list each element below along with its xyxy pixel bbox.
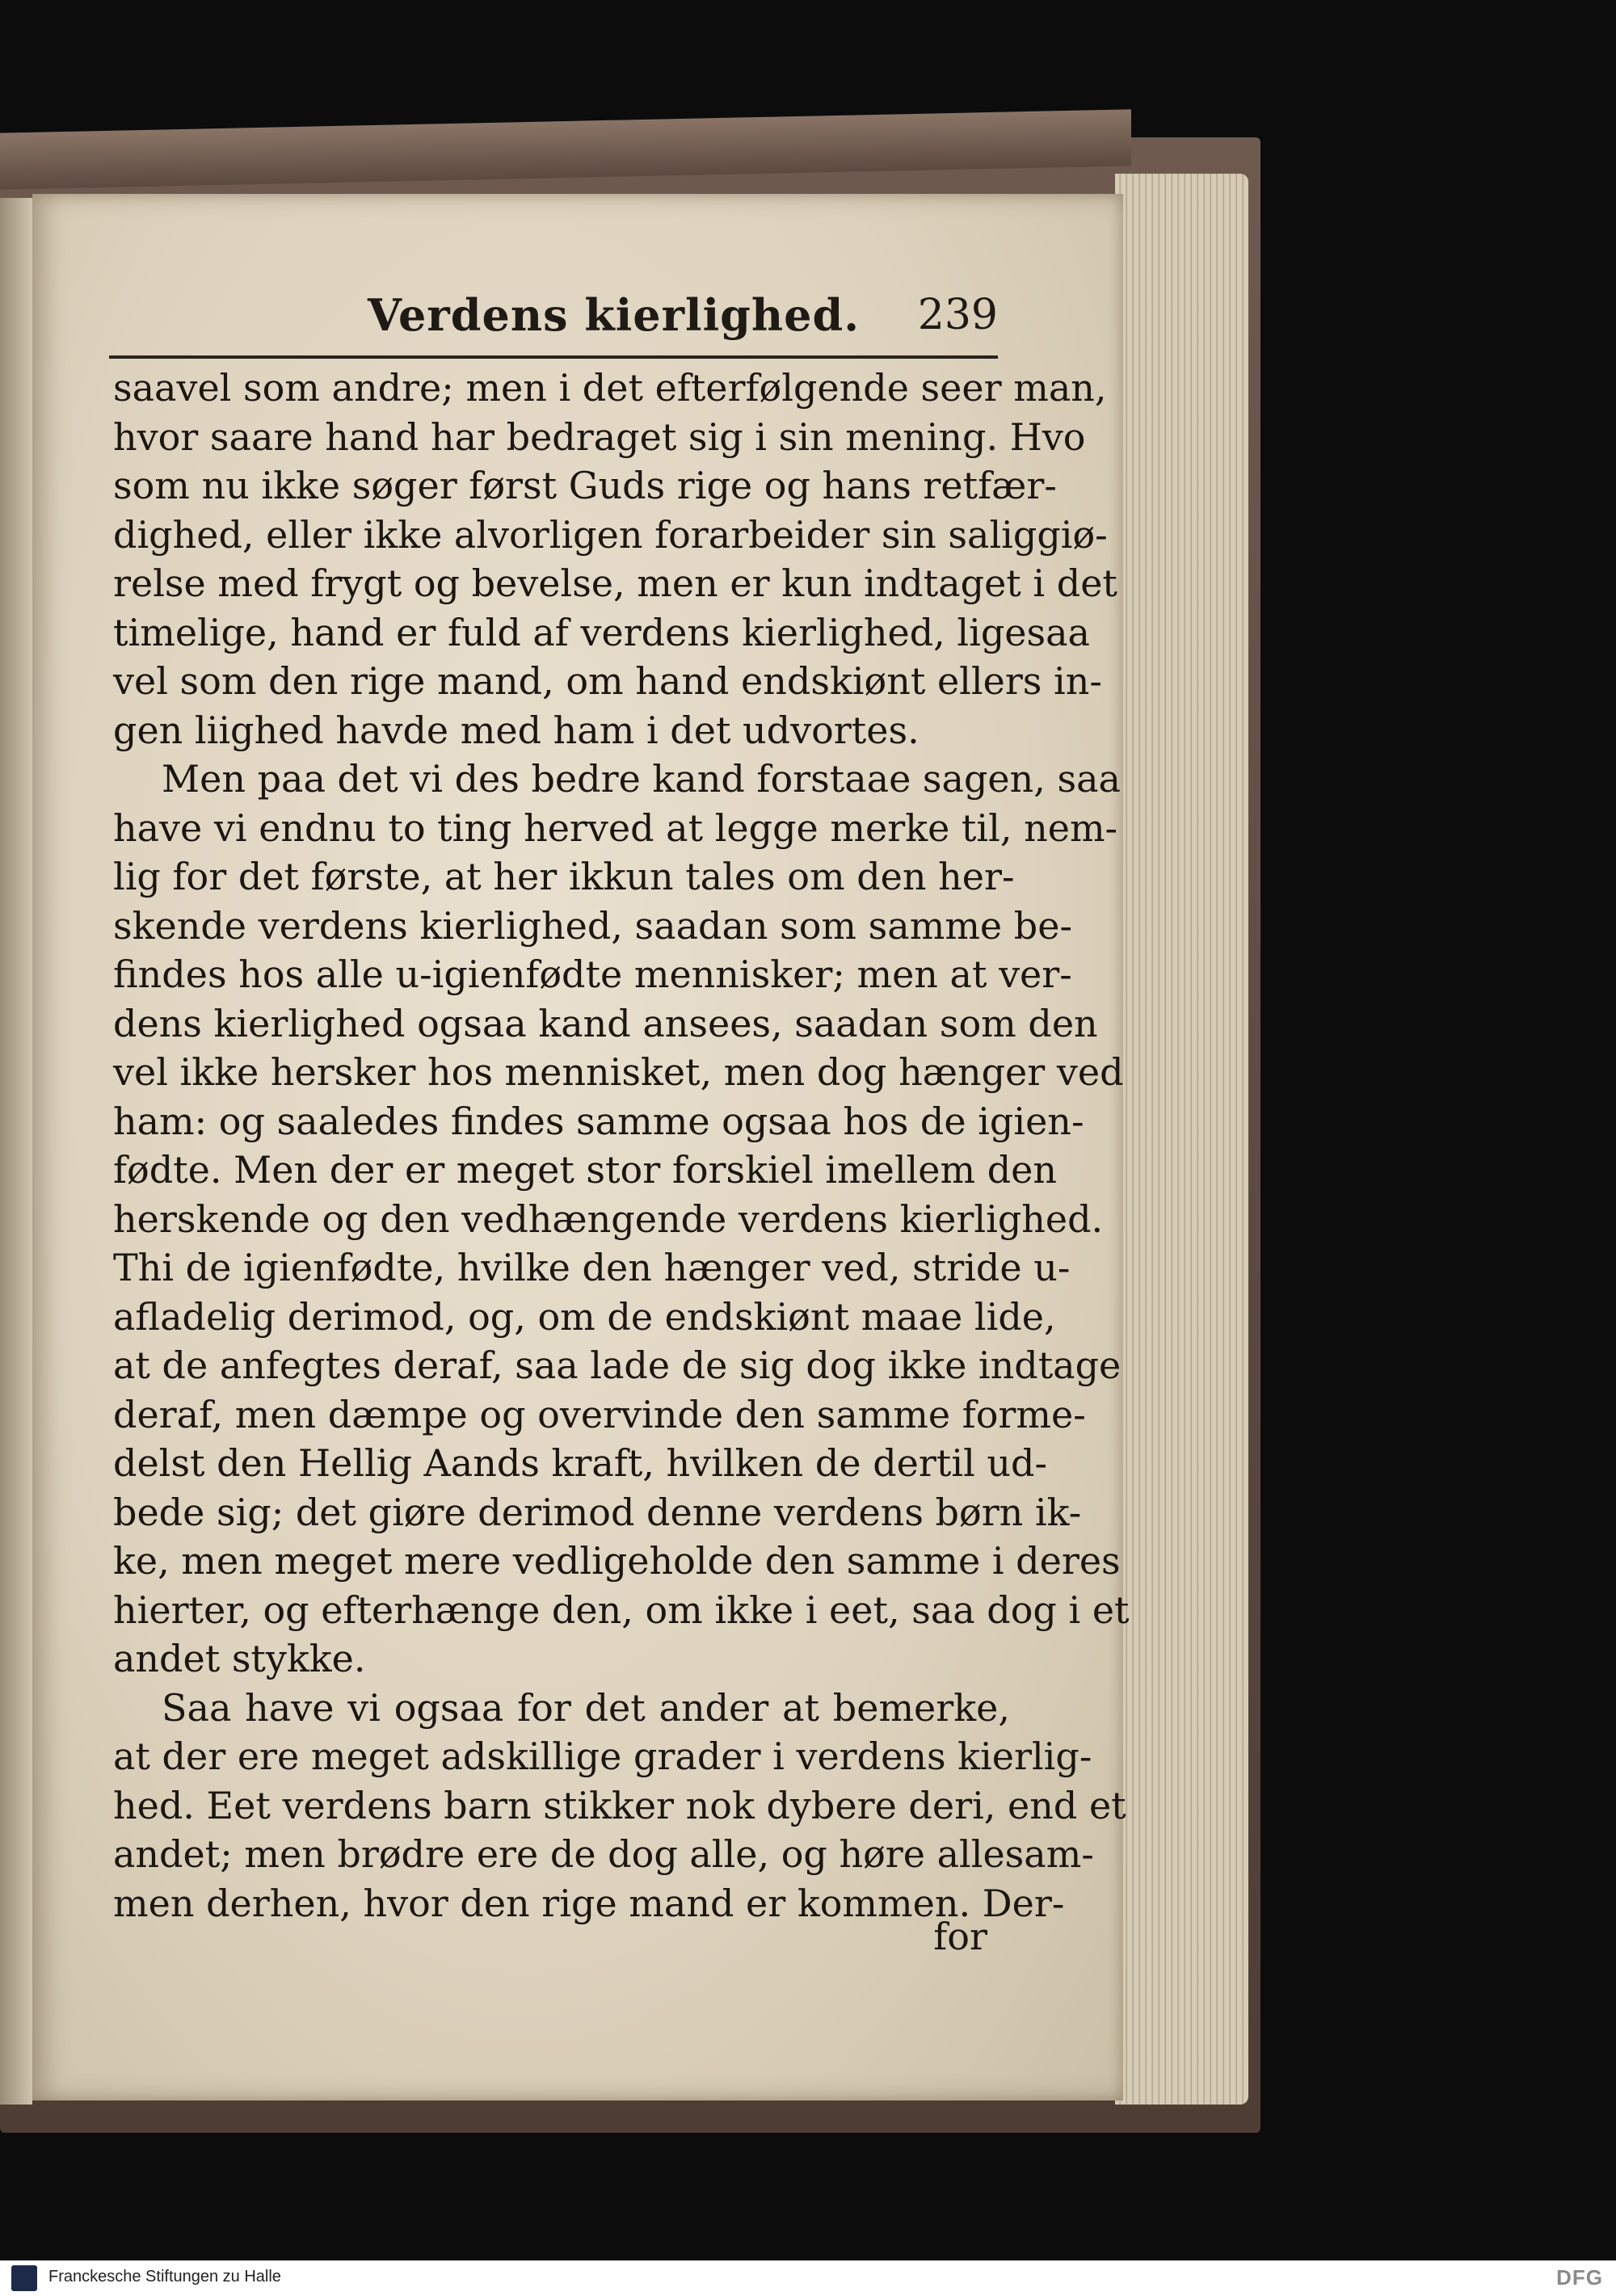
text-line: fødte. Men der er meget stor forskiel imellem den	[113, 1148, 1058, 1192]
left-page-sliver	[0, 198, 32, 2105]
text-line: Men paa det vi des bedre kand forstaae sagen, saa	[162, 757, 1121, 801]
page-number: 239	[917, 291, 998, 339]
body-text	[113, 364, 1130, 1928]
text-line: lig for det første, at her ikkun tales om den her-	[113, 855, 1015, 898]
footer-bar	[0, 2260, 1616, 2296]
text-line: delst den Hellig Aands kraft, hvilken de dertil ud-	[113, 1441, 1048, 1485]
text-line: Saa have vi ogsaa for det ander at bemerke,	[162, 1685, 1010, 1730]
book-page	[32, 194, 1130, 2100]
text-line: dens kierlighed ogsaa kand ansees, saadan som den	[113, 1001, 1098, 1045]
head-rule	[109, 355, 998, 359]
text-line: skende verdens kierlighed, saadan som samme be-	[113, 903, 1072, 948]
text-line: afladelig derimod, og, om de endskiønt maae lide,	[113, 1294, 1056, 1339]
text-line: bede sig; det giøre derimod denne verdens børn ik-	[113, 1490, 1082, 1534]
text-line: ke, men meget mere vedligeholde den samme i deres	[113, 1539, 1121, 1583]
text-line: hvor saare hand har bedraget sig i sin mening. Hvo	[113, 414, 1086, 459]
institution-logo-icon	[11, 2265, 37, 2291]
running-head	[109, 289, 998, 362]
text-line: saavel som andre; men i det efterfølgende seer man,	[113, 366, 1107, 410]
page-edges	[1115, 174, 1248, 2105]
text-line: hierter, og efterhænge den, om ikke i eet, saa dog i et	[113, 1587, 1130, 1632]
text-line: ham: og saaledes findes samme ogsaa hos de igien-	[113, 1099, 1084, 1143]
text-line: findes hos alle u-igienfødte mennisker; men at ver-	[113, 952, 1072, 996]
dfg-logo: DFG	[1556, 2265, 1603, 2290]
text-line: gen liighed havde med ham i det udvortes.	[113, 708, 920, 752]
running-head-title: Verdens kierlighed.	[368, 289, 861, 341]
text-line: andet stykke.	[113, 1637, 366, 1680]
text-line: dighed, eller ikke alvorligen forarbeider sin saliggiø-	[113, 512, 1108, 557]
text-line: Thi de igienfødte, hvilke den hænger ved, stride u-	[113, 1246, 1071, 1289]
text-line: timelige, hand er fuld af verdens kierlighed, ligesaa	[113, 610, 1090, 654]
text-line: have vi endnu to ting herved at legge merke til, nem-	[113, 805, 1118, 850]
text-line: men derhen, hvor den rige mand er kommen. Der-	[113, 1881, 1065, 1925]
text-line: som nu ikke søger først Guds rige og hans retfær-	[113, 464, 1057, 507]
text-line: at de anfegtes deraf, saa lade de sig dog ikke indtage	[113, 1344, 1122, 1387]
text-line: at der ere meget adskillige grader i verdens kierlig-	[113, 1735, 1092, 1778]
text-line: relse med frygt og bevelse, men er kun indtaget i det	[113, 561, 1117, 605]
text-line: vel ikke hersker hos mennisket, men dog hænger ved	[113, 1050, 1124, 1094]
text-line: herskende og den vedhængende verdens kierlighed.	[113, 1196, 1104, 1241]
text-line: hed. Eet verdens barn stikker nok dybere deri, end et	[113, 1783, 1126, 1827]
text-line: deraf, men dæmpe og overvinde den samme forme-	[113, 1392, 1086, 1436]
catchword: for	[933, 1915, 987, 1958]
text-line: andet; men brødre ere de dog alle, og høre allesam-	[113, 1832, 1094, 1876]
footer-institution: Franckesche Stiftungen zu Halle	[48, 2268, 281, 2285]
text-line: vel som den rige mand, om hand endskiønt ellers in-	[113, 659, 1102, 703]
